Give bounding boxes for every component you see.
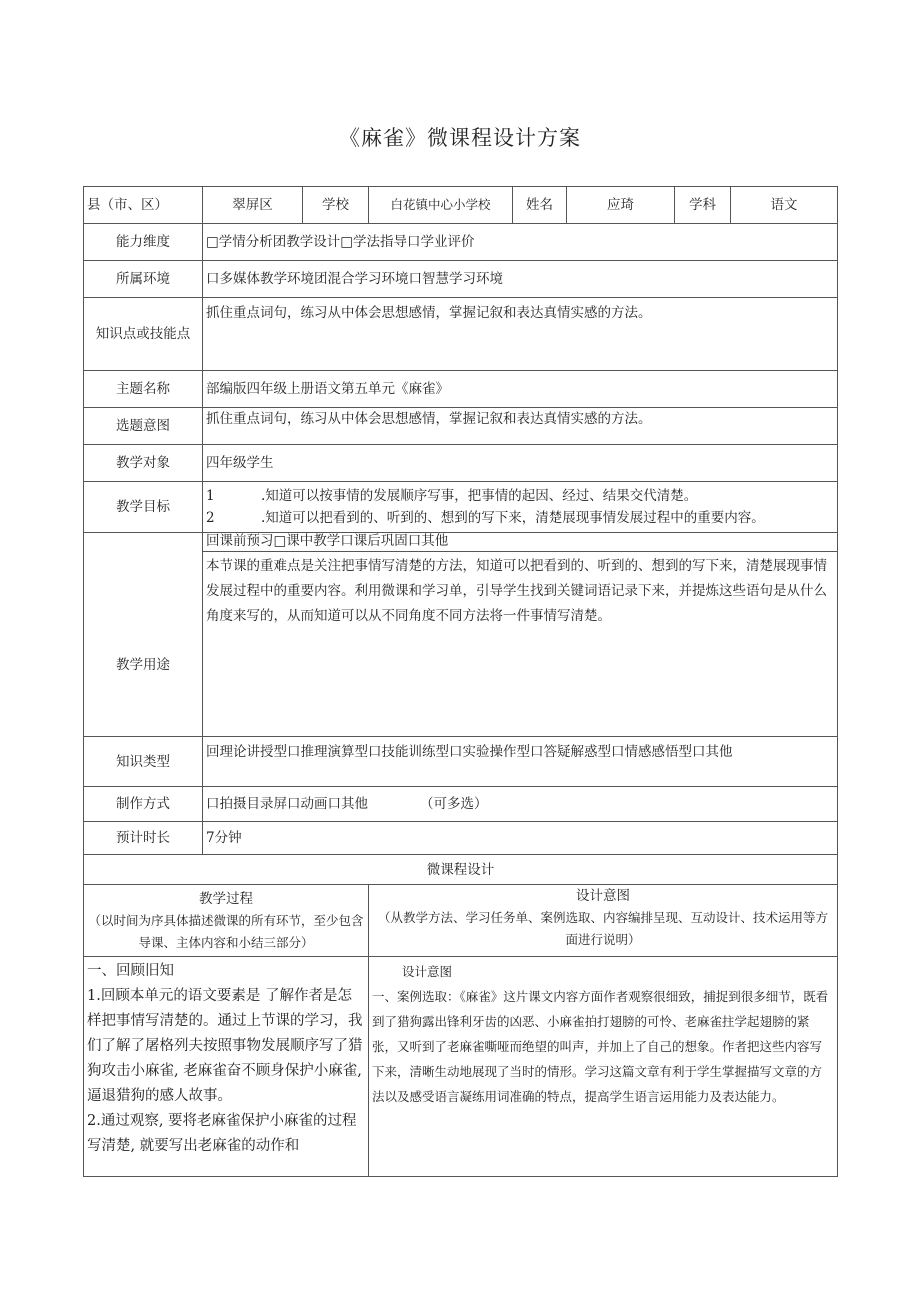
subject-label: 学科: [675, 187, 731, 224]
usage-row: [84, 533, 838, 737]
audience-value: 四年级学生: [203, 445, 838, 482]
county-label: 县（市、区）: [84, 187, 203, 224]
knowledge-type-value: 回理论讲授型口推理演算型口技能训练型口实验操作型口答疑解惑型口情感感悟型口其他: [203, 737, 838, 787]
subject-value: 语文: [731, 187, 838, 224]
intent-header: 设计意图: [576, 888, 630, 904]
goals-label: 教学目标: [84, 482, 203, 533]
theme-label: 主题名称: [84, 371, 203, 408]
production-label: 制作方式: [84, 787, 203, 822]
goals-row: [84, 482, 838, 533]
intent-heading: 设计意图: [402, 964, 453, 979]
environment-value: 口多媒体教学环境团混合学习环境口智慧学习环境: [203, 261, 838, 298]
design-section-row: [84, 855, 838, 885]
environment-label: 所属环境: [84, 261, 203, 298]
process-header: 教学过程: [199, 890, 253, 907]
audience-row: [84, 445, 838, 482]
knowledge-row: [84, 298, 838, 371]
production-note: （可多选）: [420, 796, 488, 812]
environment-row: [84, 261, 838, 298]
production-row: [84, 787, 838, 822]
name-value: 应琦: [567, 187, 675, 224]
theme-value: 部编版四年级上册语文第五单元《麻雀》: [203, 371, 838, 408]
intent-header-cell: [369, 885, 838, 957]
goals-list: [203, 482, 838, 533]
process-hint: （以时间为序具体描述微课的所有环节，至少包含导课、主体内容和小结三部分）: [88, 912, 364, 950]
duration-row: [84, 822, 838, 855]
goal-text: .知道可以按事情的发展顺序写事，把事情的起因、经过、结果交代清楚。: [261, 488, 698, 504]
ability-value: □学情分析团教学设计□学法指导口学业评价: [203, 224, 838, 261]
process-header-cell: [84, 885, 369, 957]
intent-value: 抓住重点词句，练习从中体会思想感情，掌握记叙和表达真情实感的方法。: [203, 408, 838, 445]
design-header-row: [84, 885, 838, 957]
design-form-table: [83, 186, 838, 1177]
knowledge-value: 抓住重点词句，练习从中体会思想感情，掌握记叙和表达真情实感的方法。: [203, 298, 838, 371]
intent-content: [369, 957, 838, 1177]
duration-label: 预计时长: [84, 822, 203, 855]
name-label: 姓名: [513, 187, 567, 224]
ability-row: [84, 224, 838, 261]
duration-value: 7分钟: [203, 822, 838, 855]
production-value: 口拍摄目录屏口动画口其他: [206, 796, 368, 812]
intent-text: 一、案例选取：《麻雀》这片课文内容方面作者观察很细致，捕捉到很多细节，既看到了猎狗露出锋利牙齿的凶恶、小麻雀拍打翅膀的可怜、老麻雀拄学起翅膀的紧张，又听到了老麻雀嘶哑而绝望的叫声，并加上了自己的想象。作者把这些内容写下来，清晰生动地展现了当时的情形。学习这篇文章有利于学生掌握描写文章的方法以及感受语言凝练用词准确的特点，提高学生语言运用能力及表达能力。: [372, 989, 829, 1104]
theme-row: [84, 371, 838, 408]
usage-options: 回课前预习□课中教学口课后巩固口其他: [203, 533, 837, 552]
goal-number: 1: [206, 488, 215, 504]
usage-label: 教学用途: [84, 533, 203, 737]
goal-text: .知道可以把看到的、听到的、想到的写下来，清楚展现事情发展过程中的重要内容。: [261, 510, 765, 526]
goal-item: [206, 507, 834, 529]
design-section-title: 微课程设计: [84, 855, 838, 885]
process-paragraph: 2.通过观察, 要将老麻雀保护小麻雀的过程写清楚, 就要写出老麻雀的动作和: [87, 1113, 357, 1154]
info-row: [84, 187, 838, 224]
intent-hint: （从教学方法、学习任务单、案例选取、内容编排呈现、互动设计、技术运用等方面进行说明）: [377, 910, 828, 947]
process-content: [84, 957, 369, 1177]
production-cell: [203, 787, 838, 822]
page-title: 《麻雀》微课程设计方案: [339, 126, 581, 150]
intent-label: 选题意图: [84, 408, 203, 445]
process-heading: 一、回顾旧知: [87, 963, 174, 979]
design-content-row: [84, 957, 838, 1177]
knowledge-label: 知识点或技能点: [84, 298, 203, 371]
ability-label: 能力维度: [84, 224, 203, 261]
knowledge-type-row: [84, 737, 838, 787]
intent-row: [84, 408, 838, 445]
school-label: 学校: [303, 187, 369, 224]
usage-cell: [203, 533, 838, 737]
usage-description: 本节课的重难点是关注把事情写清楚的方法，知道可以把看到的、听到的、想到的写下来，清楚展现事情发展过程中的重要内容。利用微课和学习单，引导学生找到关键词语记录下来，并提炼这些语句是从什么角度来写的，从而知道可以从不同角度不同方法将一件事情写清楚。: [206, 558, 827, 624]
audience-label: 教学对象: [84, 445, 203, 482]
school-value: 白花镇中心小学校: [369, 187, 513, 224]
knowledge-type-label: 知识类型: [84, 737, 203, 787]
county-value: 翠屏区: [203, 187, 303, 224]
goal-item: [206, 485, 834, 507]
process-paragraph: 1.回顾本单元的语文要素是 了解作者是怎样把事情写清楚的。通过上节课的学习，我们了解了屠格列夫按照事物发展顺序写了猎狗攻击小麻雀, 老麻雀奋不顾身保护小麻雀, 逼退猎狗的感人故事。: [87, 988, 363, 1104]
goal-number: 2: [206, 510, 215, 526]
